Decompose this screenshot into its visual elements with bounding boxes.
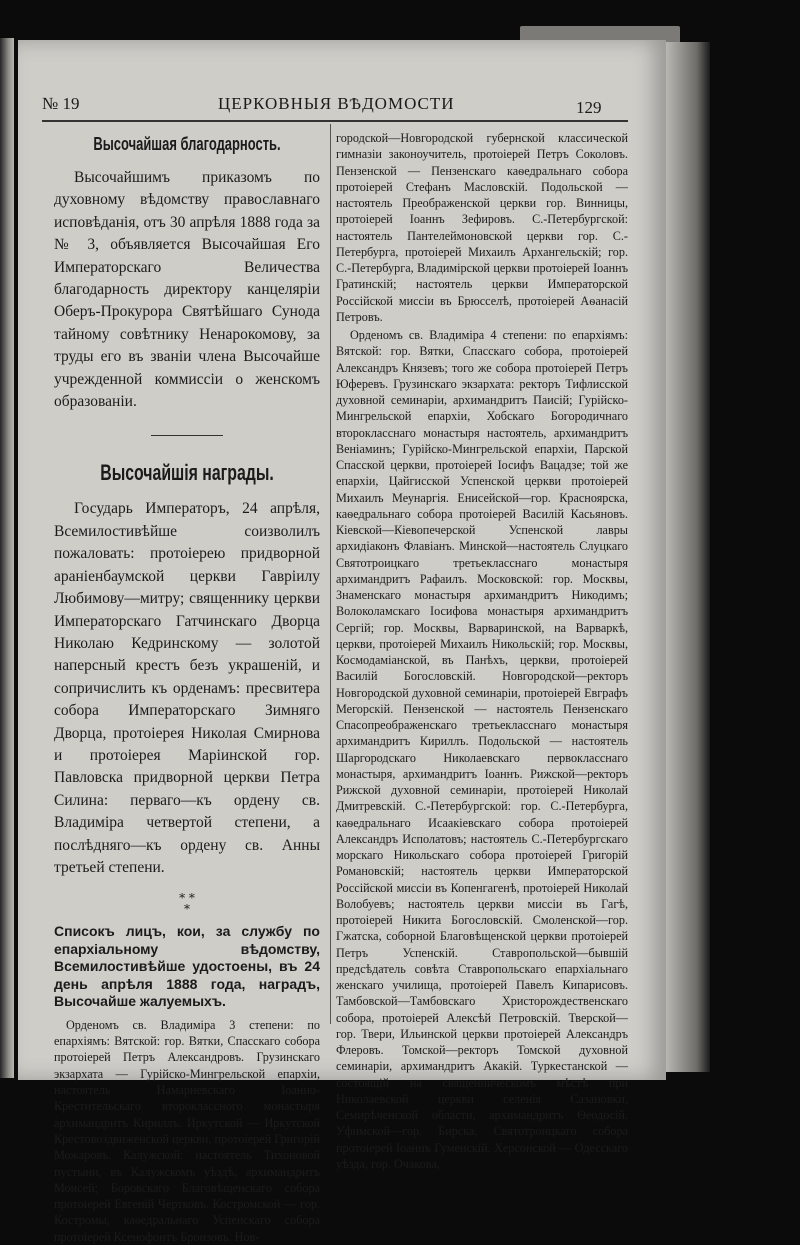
- gratitude-paragraph: Высочайшимъ приказомъ по духовному вѣдомству православнаго исповѣданія, отъ 30 апрѣля 1888 года за № 3, объявляется Высочайшая Его Императорскаго Величества благодарность директору канцеляріи Оберъ-Прокурора Святѣйшаго Сунода тайному совѣтнику Ненарокомову, за труды его въ званіи члена Высочайше учрежденной коммиссіи о женскомъ образованіи.: [54, 169, 320, 411]
- vladimir-3rd-degree-paragraph: Орденомъ св. Владиміра 3 степени: по епархіямъ: Вятской: гор. Вятки, Спасскаго собора протоіерей Петръ Александровъ. Грузинскаго экзархата — Гурійско-Мингрельской епархіи, настоятель Намарневскаго Іоанно-Крестительскаго второклассного монастыря архимандритъ Кириллъ. Иркутской — Иркутской Крестовоздвиженской церкви, протоіерей Григорій Можаровъ. Калужской: настоятель Тихоновой пустыни, въ Калужскомъ уѣздѣ, архимандритъ Моисей; Боровскаго Благовѣщенскаго собора протоіерей Евгеній Чертковъ. Костромской — гор. Костромы, каѳедральнаго Успенскаго собора протоіерей Ксенофонтъ Бронзовъ. Нов-: [54, 1017, 320, 1244]
- section-stars: * * *: [179, 891, 195, 917]
- header-rule: [42, 120, 628, 122]
- journal-title: ЦЕРКОВНЫЯ ВѢДОМОСТИ: [218, 94, 455, 113]
- award-list-heading: Списокъ лицъ, кои, за службу по епархіальному вѣдомству, Всемилостивѣйше удостоены, въ 24 день апрѣля 1888 года, наградъ, Высочайше жалуемыхъ.: [54, 923, 320, 1010]
- continued-paragraph: городской—Новгородской губернской классической гимназіи законоучитель, протоіерей Петръ Соколовъ. Пензенской — Пензенскаго каѳедральнаго собора протоіерей Стефанъ Масловскій. Подольской — настоятель Преображенской церкви гор. Винницы, протоіерей Іоаннъ Зефировъ. С.-Петербургской: настоятель Пантелеймоновской церкви гор. С.-Петербурга, протоіерей Михаилъ Архангельскій; гор. С.-Петербурга, Владимірской церкви протоіерей Іоаннъ Гратинскій; настоятель церкви Императорской Россійской миссіи въ Брюсселѣ, протоіерей Аѳанасій Петровъ.: [336, 131, 628, 324]
- vladimir-4th-degree-paragraph: Орденомъ св. Владиміра 4 степени: по епархіямъ: Вятской: гор. Вятки, Спасскаго собора, протоіерей Александръ Князевъ; того же собора протоіерей Петръ Юферевъ. Грузинскаго экзархата: ректоръ Тифлисской духовной семинаріи, архимандритъ Паисій; Гурійско-Мингрельской епархіи, Хобскаго Богородичнаго второкласснаго монастыря настоятель, архимандритъ Веніаминъ; Гурійско-Мингрельской епархіи, Парской Спасской церкви, протоіерей Іосифъ Вацадзе; той же епархіи, Цайгисской Успенской церкви протоіерей Михаилъ Меунаргія. Енисейской—гор. Красноярска, каѳедральнаго собора протоіерей Василій Касьяновъ. Кіевской—Кіевопечерской Успенской лавры архидіаконъ Флавіанъ. Минской—настоятель Слуцкаго Святотроицкаго третьекласснаго монастыря архимандритъ Рафаилъ. Московской: гор. Москвы, Знаменскаго монастыря архимандритъ Никодимъ; Волоколамскаго Іосифова монастыря архимандритъ Сергій; гор. Москвы, Варваринской, на Варваркѣ, церкви, протоіерей Михаилъ Никольскій; гор. Москвы, Космодаміанской, въ Панѣхъ, церкви, протоіерей Василій Богословскій. Новгородской—ректоръ Новгородской духовной семинаріи, протоіерей Евграфъ Мегорскій. Пензенской — настоятель Пензенскаго Спасопреображенскаго третьекласснаго монастыря архимандритъ Кириллъ. Подольской — настоятель Шаргородскаго Николаевскаго первокласснаго монастыря, архимандритъ Іоаннъ. Рижской—ректоръ Рижской духовной семинаріи, протоіерей Николай Дмитревскій. С.-Петербургской: гор. С.-Петербурга, каѳедральнаго Исаакіевскаго собора протоіерей Александръ Исполатовъ; настоятель С.-Петербургскаго морскаго Никольскаго собора протоіерей Григорій Романовскій; настоятель церкви Императорской Россійской миссіи въ Копенгагенѣ, протоіерей Николай Волобуевъ; настоятель церкви миссіи въ Гагѣ, протоіерей Никита Богословскій. Смоленской—гор. Гжатска, соборной Благовѣщенской церкви протоіерей Петръ Успенскій. Ставропольской—бывшій предсѣдатель совѣта Ставропольскаго епархіальнаго женскаго училища, протоіерей Павелъ Кипарисовъ. Тамбовской—Тамбовскаго Христорождественскаго собора, протоіерей Алексѣй Петровскій. Тверской—гор. Твери, Ильинской церкви протоіерей Александръ Флеровъ. Томской—ректоръ Томской духовной семинаріи, архимандритъ Акакій. Туркестанской — состоящій на священническомъ мѣстѣ при Николаевской церкви селенія Сазановки, Семирѣченской области, архимандритъ Ѳеодосій. Уфимской—гор. Бирска, Святотроицкаго собора протоіерей Іоаннъ Гуменскій. Херсонской — Одесскаго уѣзда, гор. Очакова,: [336, 328, 628, 1171]
- left-column: [54, 134, 320, 1245]
- column-divider: [330, 124, 331, 1024]
- awards-heading: Высочайшія награды.: [100, 460, 274, 486]
- scanned-page: [18, 40, 666, 1244]
- gratitude-heading: Высочайшая благодарность.: [93, 134, 281, 154]
- right-column: [336, 130, 628, 1171]
- running-header: [18, 94, 666, 118]
- page-number: 129: [576, 98, 602, 117]
- section-divider: [151, 435, 223, 436]
- awards-paragraph: Государь Императоръ, 24 апрѣля, Всемилостивѣйше соизволилъ пожаловать: протоіерею придворной араніенбаумской церкви Гавріилу Любимову—митру; священнику церкви Императорскаго Гатчинскаго Дворца Николаю Кедринскому — золотой наперсный крестъ безъ украшеній, и сопричислить къ орденамъ: пресвитера собора Императорскаго Зимняго Дворца, протоіерея Николая Смирнова и протоіерея Маріинской гор. Павловска придворной церкви Петра Силина: перваго—къ ордену св. Владиміра четвертой степени, а послѣдняго—къ ордену св. Анны третьей степени.: [54, 500, 320, 876]
- issue-number: № 19: [42, 94, 80, 113]
- previous-page-edge: [0, 38, 14, 1078]
- page-edge-shadow: [666, 42, 710, 1072]
